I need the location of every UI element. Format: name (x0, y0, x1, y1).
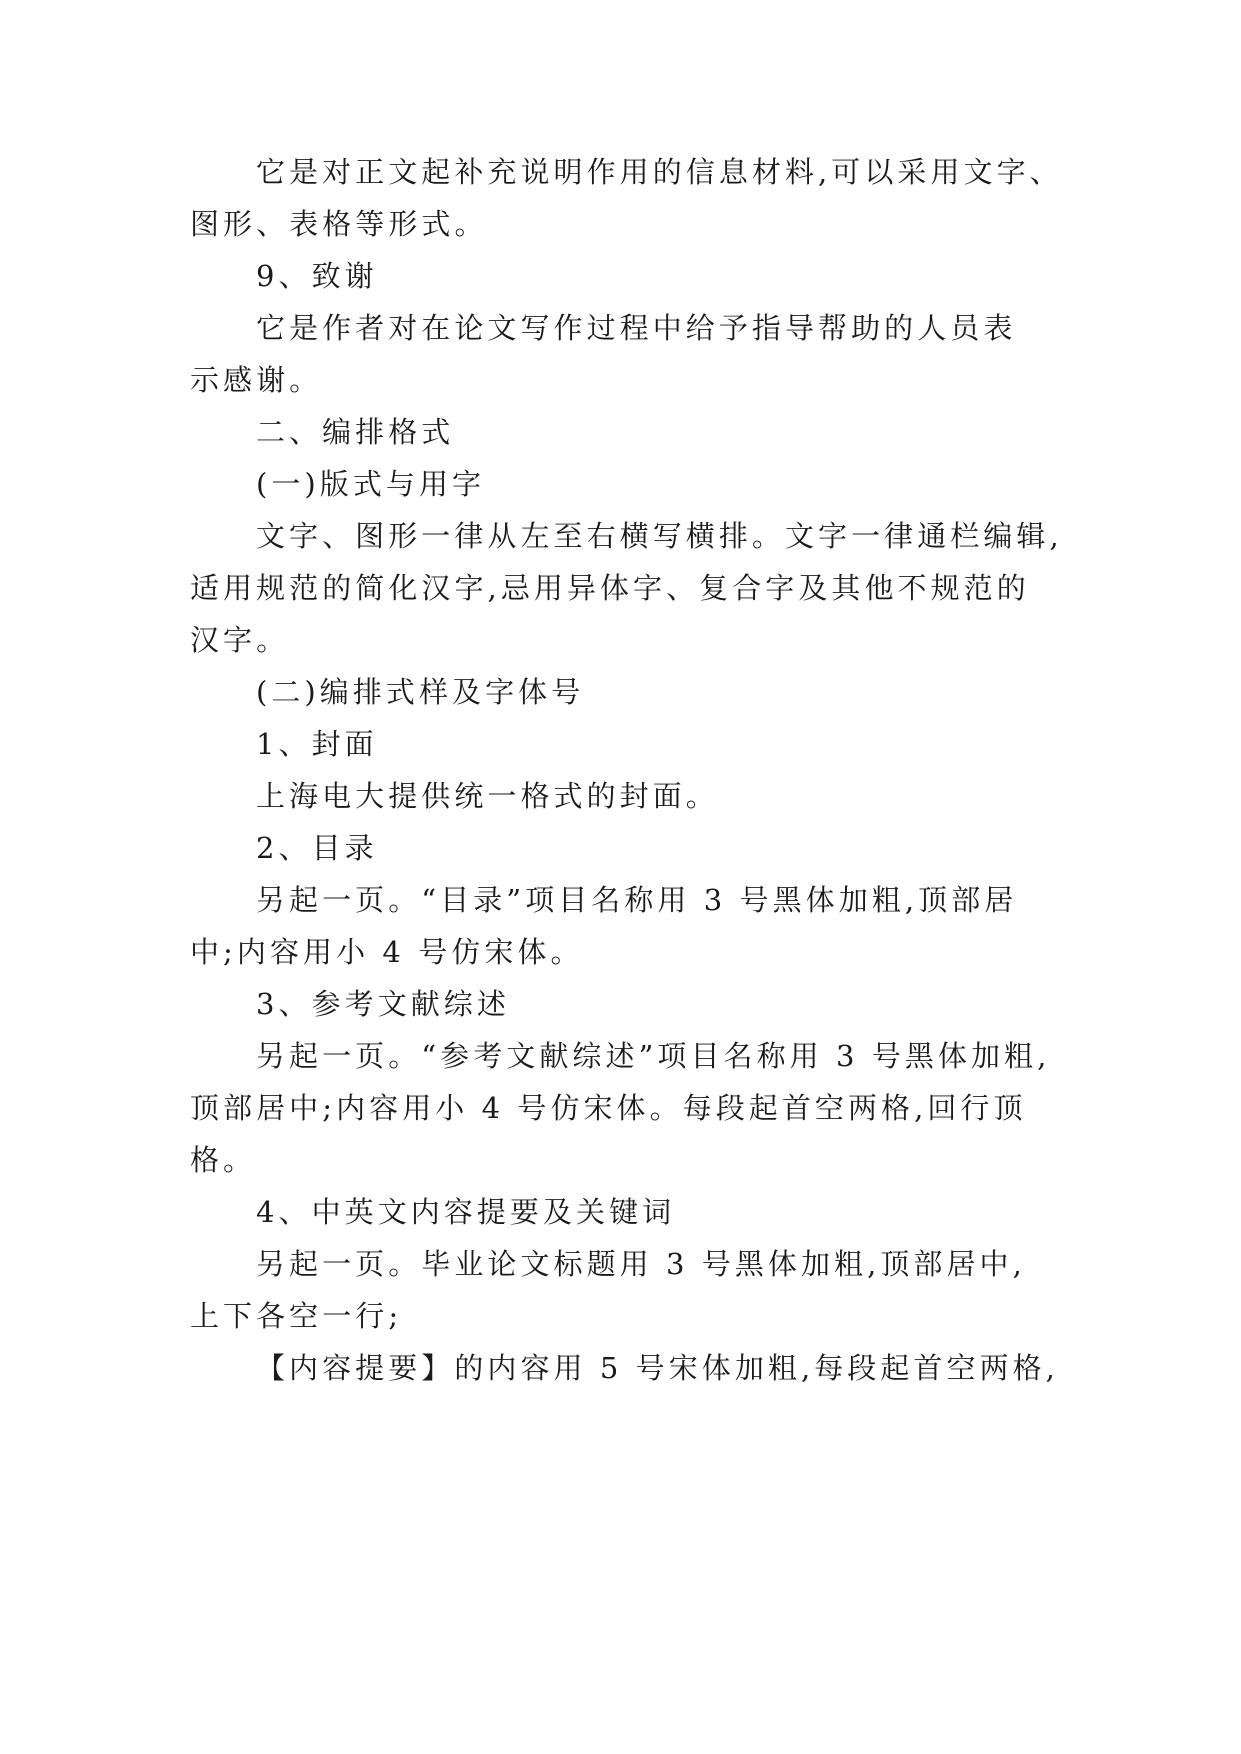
paragraph-line: 另起一页。毕业论文标题用 3 号黑体加粗,顶部居中, (256, 1247, 1026, 1281)
paragraph-line: 上下各空一行; (190, 1299, 403, 1333)
section-heading: 3、参考文献综述 (256, 987, 510, 1021)
paragraph-line: 【内容提要】的内容用 5 号宋体加粗,每段起首空两格, (256, 1351, 1059, 1385)
paragraph-line: 汉字。 (190, 623, 290, 657)
paragraph-line: 另起一页。“目录”项目名称用 3 号黑体加粗,顶部居 (256, 883, 1018, 917)
section-heading: 9、致谢 (256, 259, 378, 293)
subsection-heading: (二)编排式样及字体号 (256, 675, 585, 709)
paragraph-line: 格。 (190, 1143, 257, 1177)
paragraph-line: 它是对正文起补充说明作用的信息材料,可以采用文字、 (256, 155, 1063, 189)
paragraph-line: 中;内容用小 4 号仿宋体。 (190, 935, 584, 969)
paragraph-line: 另起一页。“参考文献综述”项目名称用 3 号黑体加粗, (256, 1039, 1051, 1073)
paragraph-line: 示感谢。 (190, 363, 323, 397)
paragraph-line: 图形、表格等形式。 (190, 207, 488, 241)
section-heading: 4、中英文内容提要及关键词 (256, 1195, 676, 1229)
paragraph-line: 顶部居中;内容用小 4 号仿宋体。每段起首空两格,回行顶 (190, 1091, 1027, 1125)
paragraph-line: 适用规范的简化汉字,忌用异体字、复合字及其他不规范的 (190, 571, 1030, 605)
section-heading: 1、封面 (256, 727, 378, 761)
paragraph-line: 上海电大提供统一格式的封面。 (256, 779, 719, 813)
paragraph-line: 文字、图形一律从左至右横写横排。文字一律通栏编辑, (256, 519, 1063, 553)
paragraph-line: 它是作者对在论文写作过程中给予指导帮助的人员表 (256, 311, 1017, 345)
section-heading: 二、编排格式 (256, 415, 455, 449)
section-heading: 2、目录 (256, 831, 378, 865)
subsection-heading: (一)版式与用字 (256, 467, 486, 501)
